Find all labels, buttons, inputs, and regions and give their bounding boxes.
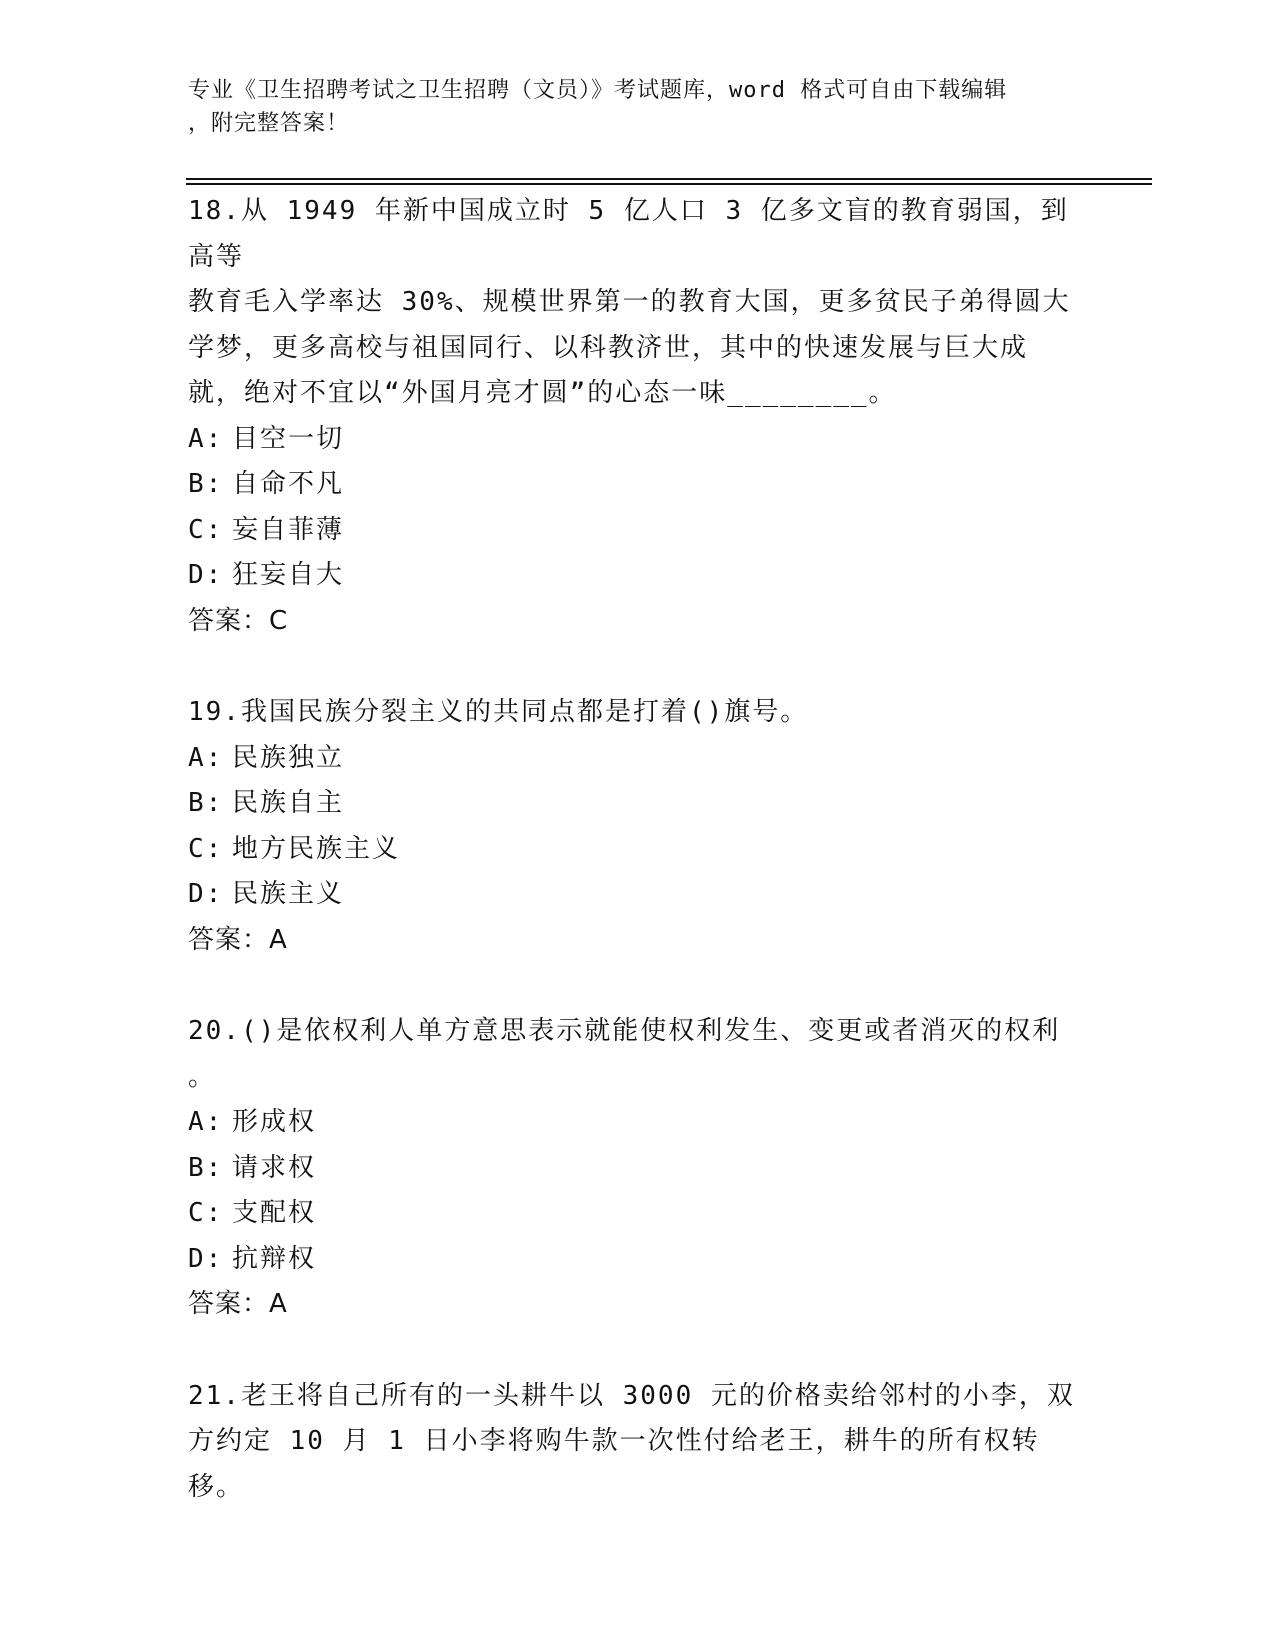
option-c (188, 508, 1088, 554)
option-a (188, 417, 1088, 463)
option-text: 地方民族主义 (232, 833, 401, 864)
option-d (188, 1237, 1088, 1283)
option-key: C: (188, 833, 224, 864)
option-key: B: (188, 469, 224, 499)
question-text (188, 1009, 1088, 1100)
option-text: 民族主义 (232, 879, 345, 909)
option-text: 民族自主 (232, 788, 345, 818)
question-line: 19.我国民族分裂主义的共同点都是打着()旗号。 (188, 697, 809, 727)
option-b (188, 462, 1088, 508)
header-divider-bottom (186, 183, 1152, 185)
option-text: 形成权 (232, 1107, 317, 1137)
question-line: 18.从 1949 年新中国成立时 5 亿人口 3 亿多文盲的教育弱国，到高等 (188, 196, 1069, 272)
option-key: C: (188, 514, 224, 545)
option-key: B: (188, 1152, 224, 1183)
option-key: A: (188, 742, 224, 773)
answer-line: 答案：C (188, 605, 289, 636)
question-line: 学梦，更多高校与祖国同行、以科教济世，其中的快速发展与巨大成 (188, 332, 1029, 363)
option-key: D: (188, 879, 224, 909)
question-text (188, 189, 1088, 417)
page-header (188, 74, 1068, 140)
question-line: 20.()是依权利人单方意思表示就能使权利发生、变更或者消灭的权利 (188, 1016, 1061, 1046)
option-key: A: (188, 1107, 224, 1137)
option-text: 支配权 (232, 1198, 317, 1228)
option-text: 目空一切 (232, 423, 345, 454)
option-c (188, 1191, 1088, 1237)
question-20 (188, 1009, 1088, 1328)
question-line: 方约定 10 月 1 日小李将购牛款一次性付给老王，耕牛的所有权转移。 (188, 1426, 1040, 1502)
option-text: 抗辩权 (232, 1243, 317, 1274)
header-divider-top (186, 178, 1152, 180)
option-a (188, 736, 1088, 782)
question-19 (188, 690, 1088, 963)
question-18 (188, 189, 1088, 644)
question-text (188, 1374, 1088, 1511)
option-text: 民族独立 (232, 742, 345, 773)
option-key: B: (188, 788, 224, 818)
header-line-1: 专业《卫生招聘考试之卫生招聘（文员）》考试题库，word 格式可自由下载编辑 (188, 78, 1008, 103)
option-b (188, 781, 1088, 827)
option-a (188, 1100, 1088, 1146)
header-line-2: ，附完整答案！ (188, 111, 350, 136)
option-d (188, 553, 1088, 599)
question-line: 。 (188, 1061, 217, 1092)
answer-line: 答案：A (188, 1289, 288, 1319)
question-line: 就，绝对不宜以“外国月亮才圆”的心态一味________。 (188, 378, 897, 408)
option-text: 自命不凡 (232, 469, 345, 499)
option-key: D: (188, 560, 224, 590)
question-text (188, 690, 1088, 736)
question-line: 21.老王将自己所有的一头耕牛以 3000 元的价格卖给邻村的小李，双 (188, 1380, 1075, 1411)
question-list (188, 189, 1088, 1556)
answer-line: 答案：A (188, 924, 288, 955)
option-key: A: (188, 423, 224, 454)
option-text: 妄自菲薄 (232, 514, 345, 545)
option-c (188, 827, 1088, 873)
option-d (188, 872, 1088, 918)
option-text: 请求权 (232, 1152, 317, 1183)
option-b (188, 1146, 1088, 1192)
option-key: D: (188, 1243, 224, 1274)
option-key: C: (188, 1198, 224, 1228)
option-text: 狂妄自大 (232, 560, 345, 590)
question-line: 教育毛入学率达 30%、规模世界第一的教育大国，更多贫民子弟得圆大 (188, 287, 1071, 317)
question-21 (188, 1374, 1088, 1511)
